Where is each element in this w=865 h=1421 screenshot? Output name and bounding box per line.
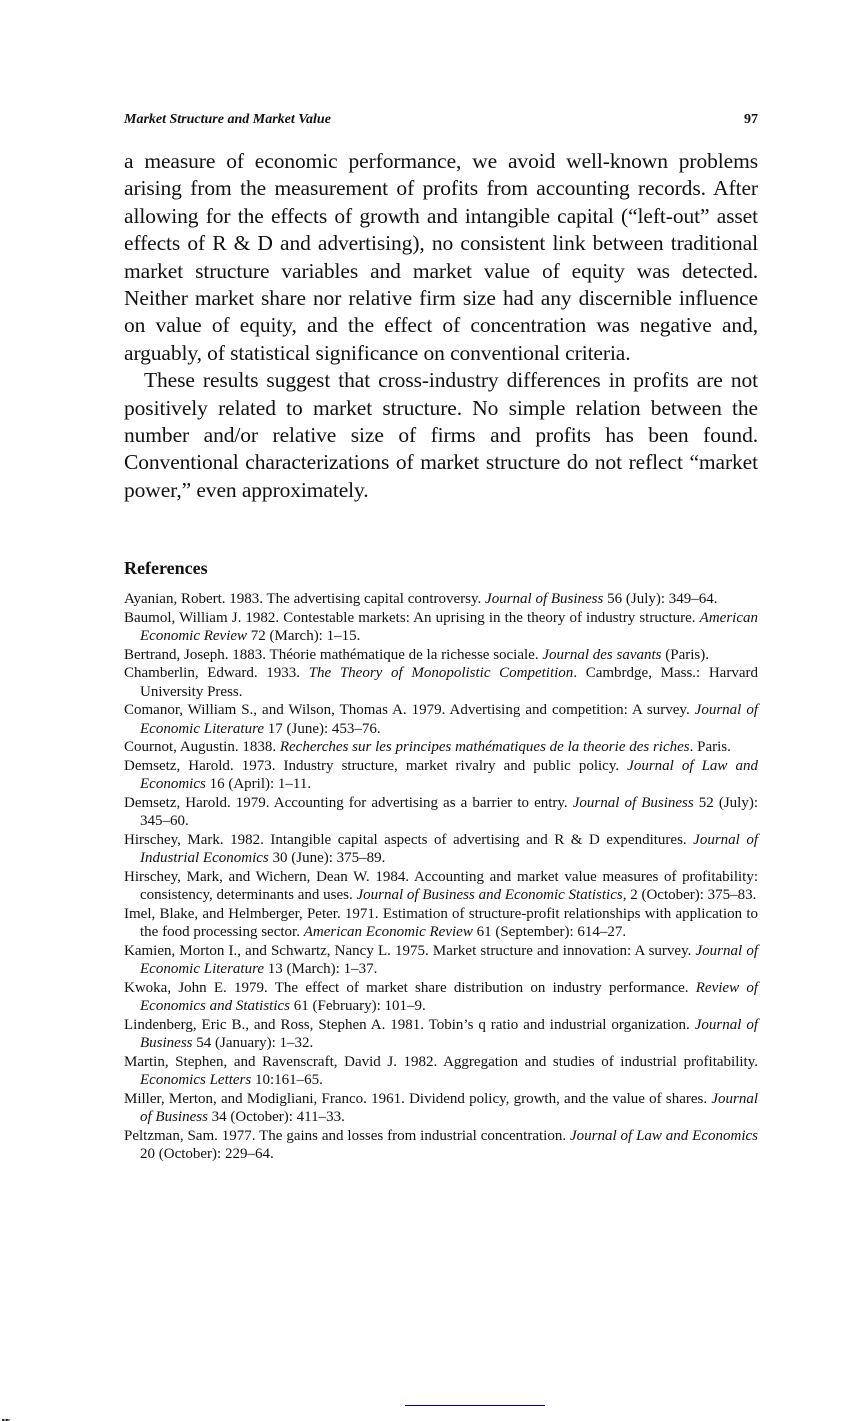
references-heading: References xyxy=(124,558,208,578)
reference-item: Hirschey, Mark. 1982. Intangible capital aspects of advertising and R & D expenditures. Journal of Industrial Economics 30 (June): 375–89. xyxy=(124,831,758,867)
running-head xyxy=(124,112,758,128)
reference-item: Baumol, William J. 1982. Contestable markets: An uprising in the theory of industry structure. American Economic Review 72 (March): 1–15. xyxy=(124,609,758,644)
reference-item: Demsetz, Harold. 1973. Industry structure, market rivalry and public policy. Journal of Law and Economics 16 (April): 1–11. xyxy=(124,758,758,793)
reference-item: Cournot, Augustin. 1838. Recherches sur les principes mathématiques de la theorie des riches. Paris. xyxy=(124,739,731,756)
reference-item: Imel, Blake, and Helmberger, Peter. 1971. Estimation of structure-profit relationships with application to the food processing sector. American Economic Review 61 (September): 614–27. xyxy=(124,905,758,941)
reference-item: Comanor, William S., and Wilson, Thomas A. 1979. Advertising and competition: A survey. Journal of Economic Literature 17 (June): 453–76. xyxy=(124,702,758,737)
body-text xyxy=(124,148,758,504)
paragraph-conclusion: a measure of economic performance, we avoid well-known problems arising from the measurement of profits from accounting records. After allowing for the effects of growth and intangible capital (“left-out” asset effects of R & D and advertising), no consistent link between traditional market structure variables and market value of equity was detected. Neither market share nor relative firm size had any discernible influence on value of equity, and the effect of concentration was negative and, arguably, of statistical significance on conventional criteria. xyxy=(124,149,758,365)
references-list xyxy=(124,590,758,1164)
reference-item: Martin, Stephen, and Ravenscraft, David J. 1982. Aggregation and studies of industrial profitability. Economics Letters 10:161–65. xyxy=(124,1053,758,1089)
reference-item: Kwoka, John E. 1979. The effect of market share distribution on industry performance. Review of Economics and Statistics 61 (February): 101–9. xyxy=(124,979,758,1015)
running-head-title: Market Structure and Market Value xyxy=(124,112,331,127)
page-number: 97 xyxy=(744,112,758,127)
reference-item: Lindenberg, Eric B., and Ross, Stephen A. 1981. Tobin’s q ratio and industrial organization. Journal of Business 54 (January): 1–32. xyxy=(124,1016,758,1052)
paragraph-results: These results suggest that cross-industry differences in profits are not positively related to market structure. No simple relation between the number and/or relative size of firms and profits has been found. Conventional characterizations of market structure do not reflect “market power,” even approximately. xyxy=(124,368,758,502)
reference-item: Kamien, Morton I., and Schwartz, Nancy L. 1975. Market structure and innovation: A survey. Journal of Economic Literature 13 (March): 1–37. xyxy=(124,942,758,978)
reference-item: Ayanian, Robert. 1983. The advertising capital controversy. Journal of Business 56 (July): 349–64. xyxy=(124,591,718,607)
page-link-underline[interactable] xyxy=(405,1405,545,1406)
reference-item: Demsetz, Harold. 1979. Accounting for advertising as a barrier to entry. Journal of Business 52 (July): 345–60. xyxy=(124,795,758,830)
reference-item: Hirschey, Mark, and Wichern, Dean W. 1984. Accounting and market value measures of profitability: consistency, determinants and uses. Journal of Business and Economic Statistics, 2 (October): 375–83. xyxy=(124,868,758,904)
reference-item: Miller, Merton, and Modigliani, Franco. 1961. Dividend policy, growth, and the value of shares. Journal of Business 34 (October): 411–33. xyxy=(124,1090,758,1126)
reference-item: Peltzman, Sam. 1977. The gains and losses from industrial concentration. Journal of Law and Economics 20 (October): 229–64. xyxy=(124,1127,758,1163)
reference-item: Chamberlin, Edward. 1933. The Theory of Monopolistic Competition. Cambrdge, Mass.: Harvard University Press. xyxy=(124,665,758,700)
reference-item: Bertrand, Joseph. 1883. Théorie mathématique de la richesse sociale. Journal des savants (Paris). xyxy=(124,646,710,663)
